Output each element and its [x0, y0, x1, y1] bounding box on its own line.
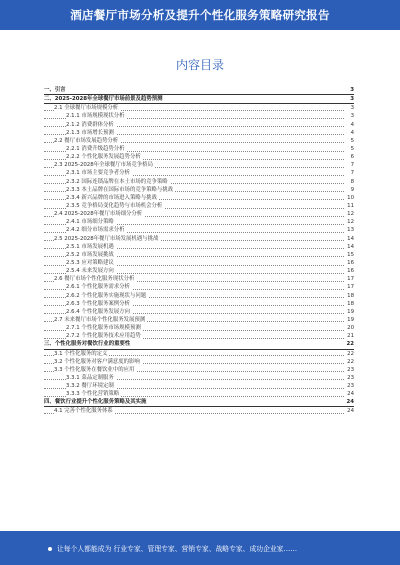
- toc-entry-page: 22: [346, 341, 354, 348]
- toc-entry[interactable]: [44, 218, 354, 226]
- toc-entry[interactable]: [44, 332, 354, 340]
- toc-entry-title: 3.3.1 菜品定制服务: [66, 374, 114, 381]
- toc-entry-title: 2.7.1 个性化服务市场规模预测: [66, 325, 141, 332]
- toc-entry-title: 2.3.2 国际连锁品牌在本土市场的竞争策略: [66, 178, 168, 185]
- footer-bar: [0, 531, 400, 565]
- toc-entry[interactable]: [44, 251, 354, 259]
- toc-entry-page: 4: [350, 121, 354, 128]
- toc-entry-page: 3: [350, 113, 354, 120]
- toc-entry-page: 8: [350, 178, 354, 185]
- toc-entry[interactable]: [44, 226, 354, 234]
- toc-entry-title: 3.3.3 个性化营销策略: [66, 391, 120, 398]
- toc-entry[interactable]: [44, 358, 354, 366]
- toc-entry-page: 7: [350, 170, 354, 177]
- toc-entry-page: 21: [347, 333, 354, 340]
- toc-entry-page: 22: [347, 350, 354, 357]
- toc-entry-title: 2.6 餐厅市场个性化服务现状分析: [54, 276, 135, 283]
- toc-entry-title: 2.1.2 消费群体分析: [66, 121, 114, 128]
- toc-entry-title: 2.2.2 个性化服务发展趋势分析: [66, 154, 141, 161]
- toc-entry-title: 2.6.2 个性化服务实施现状与问题: [66, 292, 147, 299]
- toc-entry-page: 10: [347, 194, 354, 201]
- toc-entry-title: 2.5.1 市场发展机遇: [66, 243, 114, 250]
- toc-entry[interactable]: [44, 407, 354, 415]
- toc-entry-page: 7: [350, 162, 354, 169]
- toc-entry-page: 19: [347, 308, 354, 315]
- toc-entry-page: 3: [350, 105, 354, 112]
- toc-entry-title: 2.7.2 个性化服务技术应用趋势: [66, 333, 141, 340]
- bullet-icon: [48, 547, 52, 551]
- toc-entry-page: 17: [347, 276, 354, 283]
- toc-entry[interactable]: [44, 137, 354, 145]
- toc-entry-title: 3.3 个性化服务在餐饮业中的应用: [54, 366, 135, 373]
- toc-entry-title: 2.4.1 市场细分策略: [66, 219, 114, 226]
- toc-entry-page: 24: [347, 408, 354, 415]
- toc-entry-title: 2.6.1 个性化服务需求分析: [66, 284, 130, 291]
- toc-entry[interactable]: [44, 382, 354, 390]
- toc-entry-page: 19: [347, 316, 354, 323]
- toc-entry[interactable]: [44, 210, 354, 218]
- toc-entry[interactable]: [44, 161, 354, 169]
- toc-entry[interactable]: [44, 178, 354, 186]
- table-of-contents: [44, 86, 354, 416]
- toc-entry-title: 2.3 2025-2028年全球餐厅市场竞争格局: [54, 162, 153, 169]
- toc-entry-page: 15: [347, 251, 354, 258]
- toc-entry[interactable]: [44, 112, 354, 120]
- toc-entry-title: 3.3.2 餐厅环境定制: [66, 383, 114, 390]
- toc-entry-title: 2.5.3 应对策略建议: [66, 259, 114, 266]
- toc-entry-title: 2.5.2 市场发展挑战: [66, 251, 114, 258]
- toc-entry[interactable]: [44, 235, 354, 243]
- toc-entry-title: 4.1 完善个性化服务体系: [54, 408, 113, 415]
- toc-entry-title: 2.3.5 竞争格局变化趋势与市场机会分析: [66, 202, 163, 209]
- toc-entry[interactable]: [44, 243, 354, 251]
- toc-entry-page: 24: [347, 391, 354, 398]
- toc-entry-page: 6: [350, 154, 354, 161]
- toc-entry-title: 2.5 2025-2028年餐厅市场发展机遇与挑战: [54, 235, 159, 242]
- toc-entry-page: 5: [350, 145, 354, 152]
- toc-entry-page: 11: [347, 202, 354, 209]
- header-bar: [0, 0, 400, 30]
- toc-entry-page: 3: [350, 87, 354, 93]
- toc-entry-title: 2.1.1 市场规模现状分析: [66, 113, 125, 120]
- toc-entry-title: 2.4 2025-2028年餐厅市场细分分析: [54, 211, 143, 218]
- toc-entry-title: 3.1 个性化服务的定义: [54, 350, 108, 357]
- toc-entry-page: 22: [347, 358, 354, 365]
- toc-entry-page: 12: [347, 219, 354, 226]
- toc-entry[interactable]: [44, 308, 354, 316]
- toc-entry-title: 一、引言: [44, 87, 66, 93]
- toc-entry-title: 2.3.1 市场主要竞争者分析: [66, 170, 130, 177]
- toc-entry[interactable]: [44, 121, 354, 129]
- footer-slogan-text: 让每个人都能成为 行业专家、管理专家、营销专家、战略专家、成功企业家……: [57, 545, 298, 553]
- toc-entry[interactable]: [44, 275, 354, 283]
- toc-entry[interactable]: [44, 95, 354, 104]
- toc-entry-title: 2.6.3 个性化服务案例分析: [66, 300, 130, 307]
- toc-entry-page: 14: [347, 243, 354, 250]
- toc-entry-page: 12: [347, 211, 354, 218]
- toc-heading: 内容目录: [175, 58, 224, 72]
- toc-entry[interactable]: [44, 202, 354, 210]
- toc-entry-title: 2.1.3 市场增长预测: [66, 129, 114, 136]
- toc-entry[interactable]: [44, 292, 354, 300]
- toc-entry[interactable]: [44, 86, 354, 95]
- toc-entry[interactable]: [44, 169, 354, 177]
- toc-entry-page: 20: [347, 325, 354, 332]
- toc-entry-title: 2.2.1 消费升级趋势分析: [66, 145, 125, 152]
- toc-entry-title: 2.5.4 未来发展方向: [66, 268, 114, 275]
- toc-entry[interactable]: [44, 153, 354, 161]
- toc-entry-title: 2.3.3 本土品牌在国际市场的竞争策略与挑战: [66, 186, 174, 193]
- toc-entry[interactable]: [44, 390, 354, 398]
- footer-slogan: [48, 543, 297, 553]
- toc-entry[interactable]: [44, 145, 354, 153]
- toc-entry-page: 23: [347, 366, 354, 373]
- toc-entry[interactable]: [44, 324, 354, 332]
- toc-entry-page: 18: [347, 300, 354, 307]
- toc-entry[interactable]: [44, 104, 354, 112]
- toc-entry[interactable]: [44, 267, 354, 275]
- toc-entry-title: 三、个性化服务对餐饮行业的重要性: [44, 341, 131, 348]
- toc-entry[interactable]: [44, 374, 354, 382]
- toc-entry[interactable]: [44, 398, 354, 407]
- toc-entry[interactable]: [44, 194, 354, 202]
- toc-entry[interactable]: [44, 300, 354, 308]
- toc-entry-page: 24: [346, 399, 354, 406]
- toc-entry[interactable]: [44, 316, 354, 324]
- toc-entry-title: 2.6.4 个性化服务发展方向: [66, 308, 130, 315]
- toc-entry-page: 16: [347, 259, 354, 266]
- toc-entry-title: 2.1 全球餐厅市场规模分析: [54, 105, 119, 112]
- toc-entry[interactable]: [44, 186, 354, 194]
- toc-entry-title: 3.2 个性化服务对客户满意度的影响: [54, 358, 140, 365]
- toc-entry-title: 2.3.4 新兴品牌的市场进入策略与挑战: [66, 194, 157, 201]
- toc-entry[interactable]: [44, 283, 354, 291]
- toc-entry[interactable]: [44, 259, 354, 267]
- toc-entry-page: 18: [347, 292, 354, 299]
- toc-entry-page: 5: [350, 137, 354, 144]
- toc-entry[interactable]: [44, 340, 354, 349]
- toc-entry-title: 2.4.2 细分市场需求分析: [66, 227, 125, 234]
- toc-entry-page: 23: [347, 374, 354, 381]
- toc-entry-title: 二、2025-2028年全球餐厅市场前景及趋势预测: [44, 96, 163, 103]
- toc-entry-page: 14: [347, 235, 354, 242]
- toc-entry-title: 四、餐饮行业提升个性化服务策略及其实施: [44, 399, 147, 406]
- toc-entry-page: 16: [347, 268, 354, 275]
- toc-entry[interactable]: [44, 129, 354, 137]
- toc-entry[interactable]: [44, 350, 354, 358]
- toc-entry-page: 4: [350, 129, 354, 136]
- toc-entry-page: 9: [350, 186, 354, 193]
- report-title: 酒店餐厅市场分析及提升个性化服务策略研究报告: [70, 8, 330, 22]
- toc-entry-title: 2.7 未来餐厅市场个性化服务发展预测: [54, 316, 146, 323]
- toc-entry-page: 13: [347, 227, 354, 234]
- toc-entry-page: 17: [347, 284, 354, 291]
- toc-entry[interactable]: [44, 366, 354, 374]
- toc-entry-page: 23: [347, 383, 354, 390]
- toc-entry-title: 2.2 餐厅市场发展趋势分析: [54, 137, 119, 144]
- toc-entry-page: 3: [350, 96, 354, 103]
